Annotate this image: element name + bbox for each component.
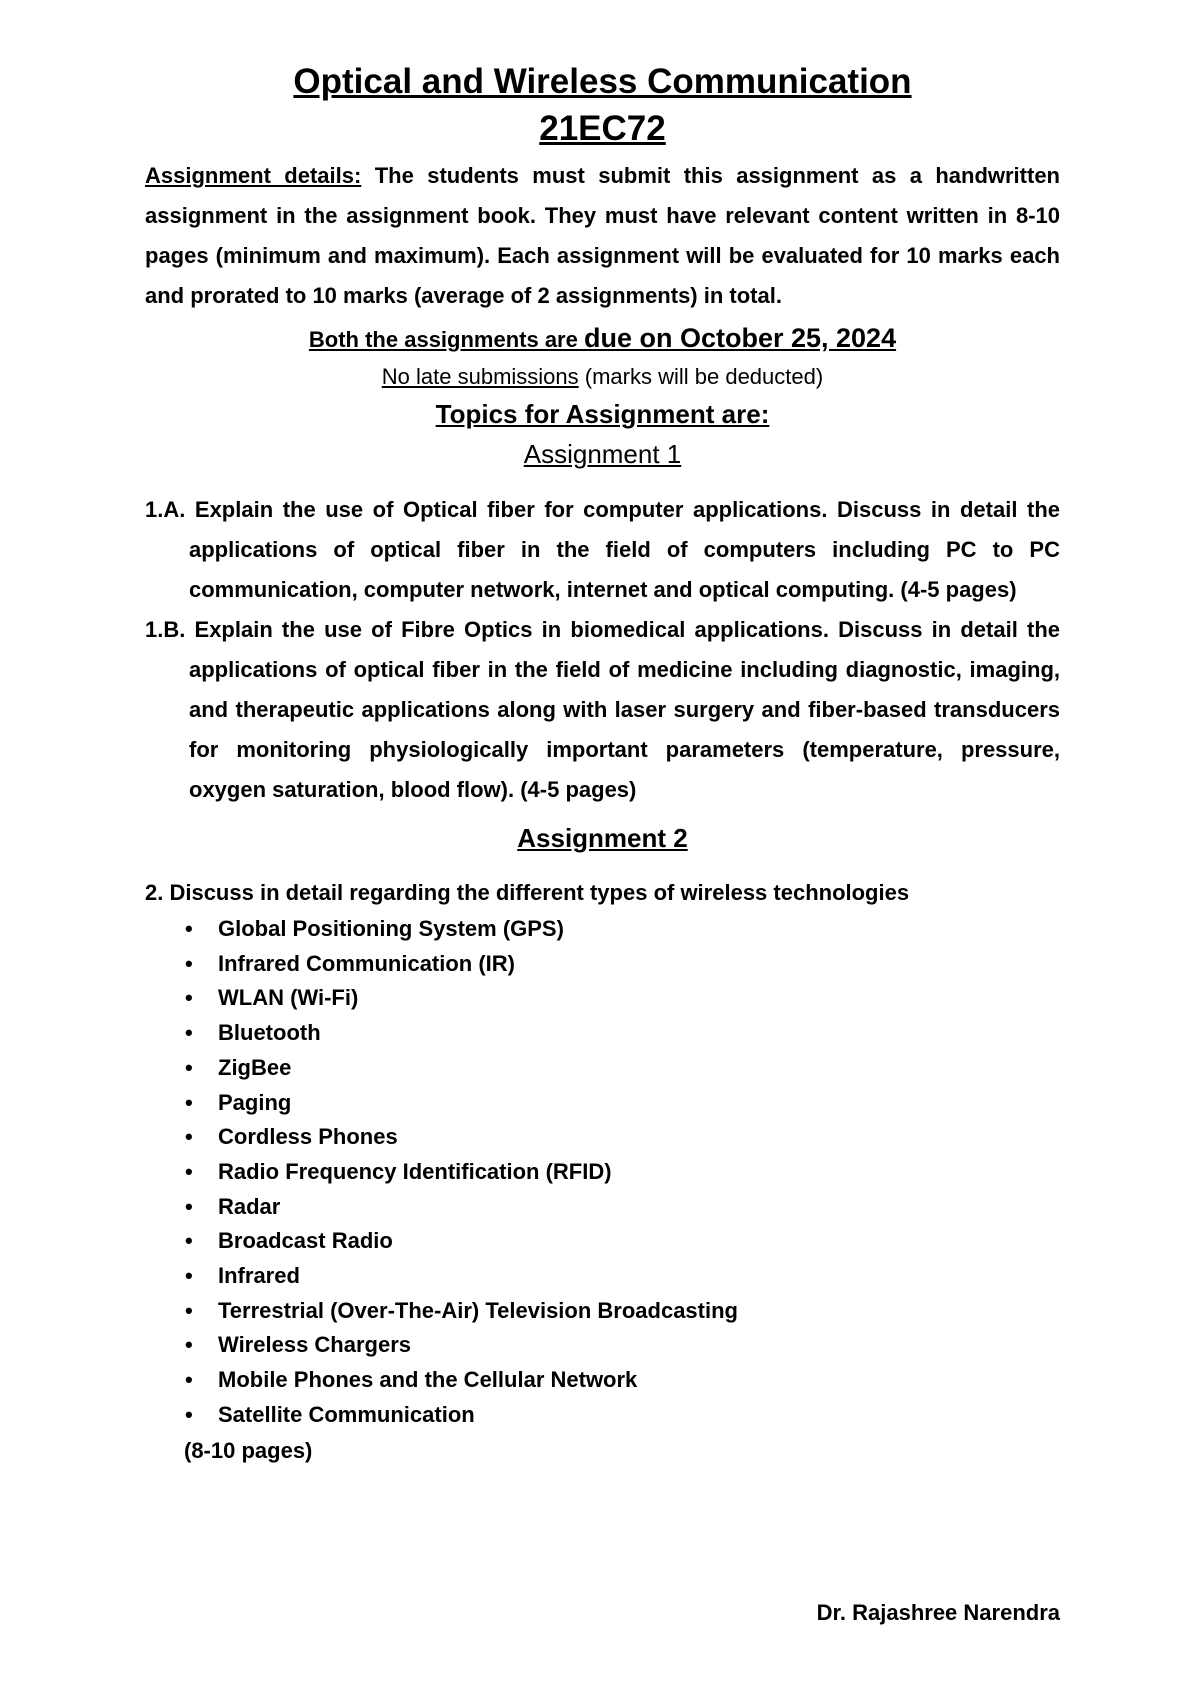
- bullet-icon: •: [185, 916, 193, 941]
- course-code: 21EC72: [539, 109, 666, 148]
- question-2: 2. Discuss in detail regarding the different types of wireless technologies: [145, 880, 910, 905]
- bullet-icon: •: [185, 1228, 193, 1254]
- bullet-icon: •: [185, 1158, 193, 1184]
- bullet-icon: •: [185, 1054, 193, 1080]
- list-item: • Mobile Phones and the Cellular Network: [145, 1363, 1060, 1398]
- page-count-note: (8-10 pages): [184, 1437, 313, 1463]
- question-1a: [145, 490, 1060, 610]
- details-text: The students must submit this assignment as a handwritten assignment in the assignment book. They must have relevant content written in 8-10 pages (minimum and maximum). Each assignment will be evaluated for 10 marks each and prorated to 10 marks (average of 2 assignments) in total.: [145, 163, 1060, 308]
- list-item: • Radio Frequency Identification (RFID): [145, 1155, 1060, 1190]
- question-number: 1.A.: [145, 497, 186, 522]
- bullet-icon: •: [185, 1193, 193, 1219]
- due-date-line: [145, 318, 1060, 360]
- topics-heading: Topics for Assignment are:: [435, 399, 770, 429]
- list-item: • Infrared: [145, 1259, 1060, 1294]
- assignment-2-heading: Assignment 2: [517, 823, 688, 853]
- document-page: [145, 58, 1060, 1469]
- document-title: Optical and Wireless Communication: [293, 62, 912, 101]
- bullet-icon: •: [185, 1297, 193, 1323]
- due-prefix: Both the assignments are: [308, 327, 584, 352]
- bullet-icon: •: [185, 1332, 193, 1358]
- list-item: • WLAN (Wi-Fi): [145, 981, 1060, 1016]
- list-item: • ZigBee: [145, 1051, 1060, 1086]
- question-1b: [145, 610, 1060, 810]
- late-label: No late submissions: [381, 364, 579, 389]
- bullet-icon: •: [185, 1020, 193, 1046]
- list-item: • Bluetooth: [145, 1016, 1060, 1051]
- assignment-details: [145, 156, 1060, 316]
- bullet-icon: •: [185, 1263, 193, 1289]
- question-text: Explain the use of Optical fiber for computer applications. Discuss in detail the applications of optical fiber in the field of computers including PC to PC communication, computer network, internet and optical computing. (4-5 pages): [185, 497, 1060, 602]
- bullet-icon: •: [185, 950, 193, 976]
- wireless-technology-list: [145, 912, 1060, 1433]
- list-item: • Paging: [145, 1086, 1060, 1121]
- bullet-icon: •: [185, 1401, 193, 1427]
- assignment-1-heading: Assignment 1: [523, 439, 682, 469]
- question-number: 1.B.: [145, 617, 186, 642]
- list-item: • Wireless Chargers: [145, 1328, 1060, 1363]
- late-submission-note: [145, 360, 1060, 394]
- list-item: • Terrestrial (Over-The-Air) Television Broadcasting: [145, 1294, 1060, 1329]
- bullet-icon: •: [185, 1124, 193, 1150]
- list-item: • Global Positioning System (GPS): [145, 912, 1060, 947]
- bullet-icon: •: [185, 1089, 193, 1115]
- late-note: (marks will be deducted): [578, 364, 824, 389]
- bullet-icon: •: [185, 985, 193, 1011]
- bullet-icon: •: [185, 1367, 193, 1393]
- list-item: • Satellite Communication: [145, 1398, 1060, 1433]
- due-date: due on October 25, 2024: [583, 323, 897, 353]
- list-item: • Infrared Communication (IR): [145, 947, 1060, 982]
- list-item: • Cordless Phones: [145, 1120, 1060, 1155]
- list-item: • Broadcast Radio: [145, 1224, 1060, 1259]
- question-text: Explain the use of Fibre Optics in biomedical applications. Discuss in detail the applications of optical fiber in the field of medicine including diagnostic, imaging, and therapeutic applications along with laser surgery and fiber-based transducers for monitoring physiologically important parameters (temperature, pressure, oxygen saturation, blood flow). (4-5 pages): [185, 617, 1060, 802]
- author-signature: Dr. Rajashree Narendra: [816, 1600, 1060, 1625]
- details-label: Assignment details:: [145, 163, 362, 188]
- list-item: • Radar: [145, 1190, 1060, 1225]
